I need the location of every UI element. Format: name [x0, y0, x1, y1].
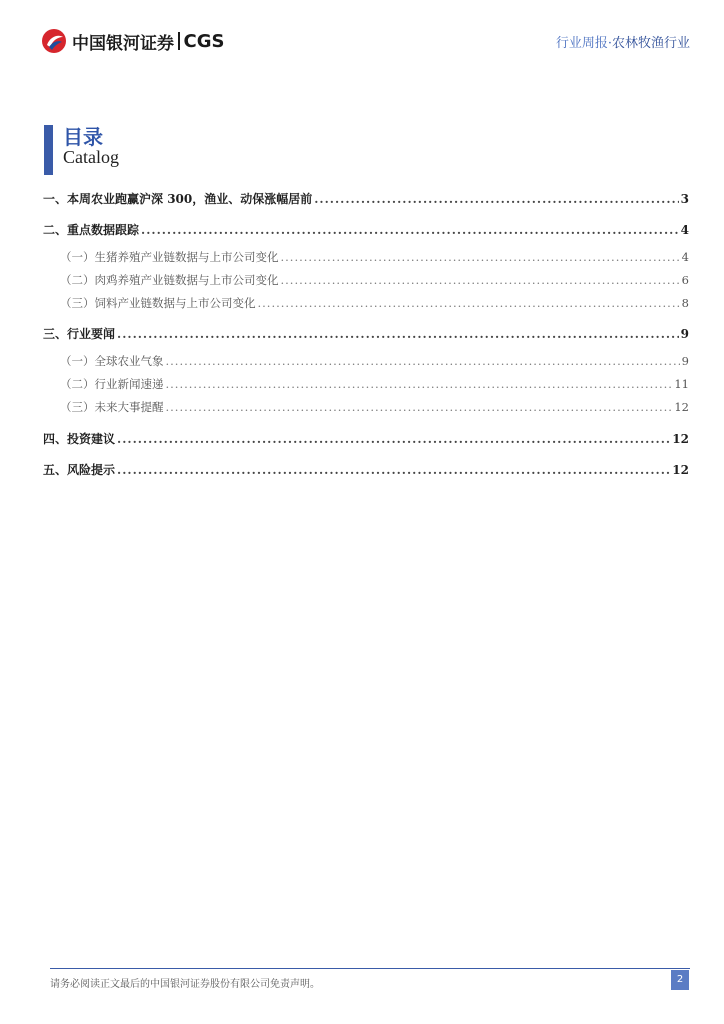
- toc-leader-dots: [281, 273, 680, 287]
- toc-leader-dots: [117, 432, 670, 446]
- catalog-title-en: Catalog: [63, 147, 119, 167]
- toc-page-number: 3: [680, 192, 689, 206]
- toc-number: 五、: [43, 463, 68, 477]
- toc-title: 本周农业跑赢沪深 300，渔业、动保涨幅居前: [67, 192, 313, 206]
- logo-english-name: CGS: [183, 30, 225, 52]
- toc-page-number: 11: [674, 377, 689, 391]
- toc-page-number: 8: [681, 296, 689, 310]
- toc-title: 行业新闻速递: [94, 377, 164, 391]
- toc-entry-2-2[interactable]: [43, 272, 689, 290]
- toc-number: （三）: [60, 296, 95, 310]
- toc-leader-dots: [141, 223, 679, 237]
- toc-number: 三、: [43, 327, 68, 341]
- toc-page-number: 9: [680, 327, 689, 341]
- company-logo: [41, 28, 224, 54]
- report-category: [556, 32, 690, 51]
- toc-title: 生猪养殖产业链数据与上市公司变化: [94, 250, 279, 264]
- toc-leader-dots: [117, 327, 679, 341]
- logo-separator: [178, 32, 180, 50]
- toc-title: 行业要闻: [67, 327, 116, 341]
- toc-number: （二）: [60, 273, 95, 287]
- toc-page-number: 9: [681, 354, 689, 368]
- toc-title: 风险提示: [67, 463, 116, 477]
- toc-entry-3-3[interactable]: [43, 399, 689, 417]
- toc-leader-dots: [281, 250, 680, 264]
- industry-name: 农林牧渔行业: [611, 36, 690, 51]
- toc-page-number: 12: [672, 463, 689, 477]
- toc-number: 二、: [43, 223, 68, 237]
- toc-title: 投资建议: [67, 432, 116, 446]
- toc-page-number: 4: [680, 223, 689, 237]
- toc-entry-2-3[interactable]: [43, 295, 689, 313]
- toc-entry-3-1[interactable]: [43, 353, 689, 371]
- toc-leader-dots: [166, 377, 673, 391]
- toc-entry-3[interactable]: [43, 325, 689, 343]
- toc-number: 一、: [43, 192, 68, 206]
- toc-leader-dots: [258, 296, 680, 310]
- toc-entry-2[interactable]: [43, 221, 689, 239]
- toc-entry-5[interactable]: [43, 461, 689, 479]
- footer-divider: [50, 968, 690, 969]
- toc-title: 未来大事提醒: [94, 400, 164, 414]
- toc-number: （一）: [60, 250, 95, 264]
- catalog-title-cn: 目录: [63, 125, 103, 149]
- galaxy-logo-icon: [41, 28, 67, 54]
- toc-leader-dots: [117, 463, 670, 477]
- toc-title: 饲料产业链数据与上市公司变化: [94, 296, 256, 310]
- toc-page-number: 4: [681, 250, 689, 264]
- toc-number: （三）: [60, 400, 95, 414]
- toc-entry-2-1[interactable]: [43, 249, 689, 267]
- toc-title: 重点数据跟踪: [67, 223, 140, 237]
- footer-disclaimer: 请务必阅读正文最后的中国银河证券股份有限公司免责声明。: [50, 979, 320, 990]
- toc-leader-dots: [166, 354, 680, 368]
- toc-entry-1[interactable]: [43, 190, 689, 208]
- toc-number: （二）: [60, 377, 95, 391]
- toc-page-number: 12: [674, 400, 689, 414]
- catalog-accent-bar: [44, 125, 53, 175]
- toc-page-number: 6: [681, 273, 689, 287]
- page-number: 2: [671, 970, 689, 990]
- toc-page-number: 12: [672, 432, 689, 446]
- toc-leader-dots: [166, 400, 673, 414]
- toc-title: 全球农业气象: [94, 354, 164, 368]
- logo-chinese-name: 中国银河证券: [72, 33, 174, 54]
- report-type: 行业周报·: [555, 36, 612, 51]
- toc-leader-dots: [314, 192, 678, 206]
- toc-number: （一）: [60, 354, 95, 368]
- toc-entry-3-2[interactable]: [43, 376, 689, 394]
- page-header: [0, 0, 724, 70]
- toc-number: 四、: [43, 432, 68, 446]
- toc-title: 肉鸡养殖产业链数据与上市公司变化: [94, 273, 279, 287]
- toc-entry-4[interactable]: [43, 430, 689, 448]
